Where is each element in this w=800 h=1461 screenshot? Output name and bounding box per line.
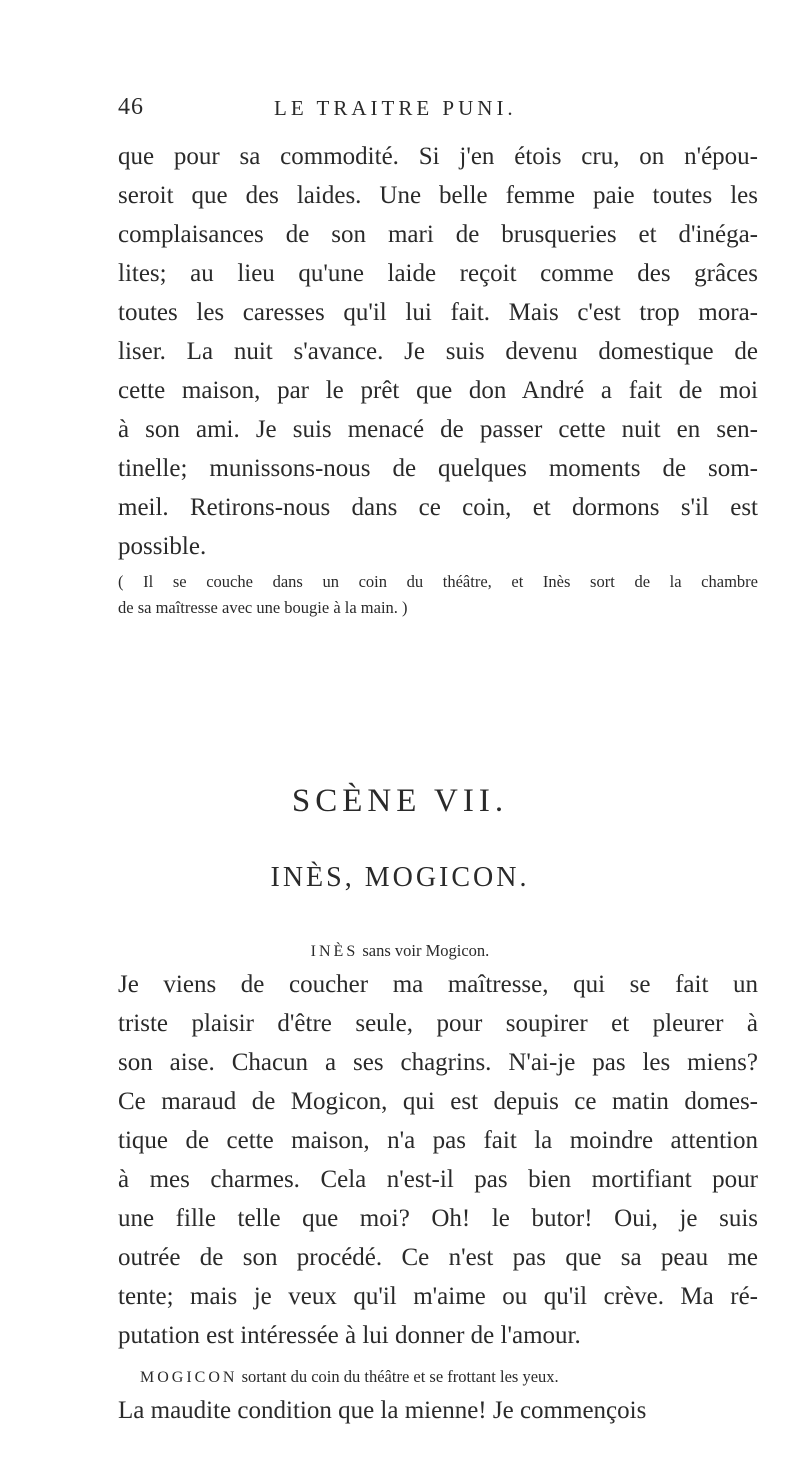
text-line: lites; au lieu qu'une laide reçoit comme des grâces [118, 260, 758, 287]
speech-ines [118, 965, 758, 1355]
stage-direction-line: ( Il se couche dans un coin du théâtre, et Inès sort de la chambre [118, 572, 758, 591]
text-line: son aise. Chacun a ses chagrins. N'ai-je pas les miens? [118, 1049, 758, 1076]
speaker-name: MOGICON [140, 1369, 238, 1386]
speech-mogicon [118, 1391, 758, 1430]
text-line: que pour sa commodité. Si j'en étois cru, on n'épou- [118, 143, 758, 170]
text-line: tinelle; munissons-nous de quelques moments de som- [118, 455, 758, 482]
text-line: La maudite condition que la mienne! Je commençois [118, 1397, 647, 1424]
text-line: tique de cette maison, n'a pas fait la moindre attention [118, 1127, 758, 1154]
text-line: cette maison, par le prêt que don André a fait de moi [118, 377, 758, 404]
text-line: possible. [118, 533, 207, 560]
speech-heading-ines [0, 939, 800, 964]
text-line: une fille telle que moi? Oh! le butor! Oui, je suis [118, 1205, 758, 1232]
text-line: meil. Retirons-nous dans ce coin, et dormons s'il est [118, 494, 758, 521]
text-line: Ce maraud de Mogicon, qui est depuis ce matin domes- [118, 1088, 758, 1115]
text-line: Je viens de coucher ma maîtresse, qui se fait un [118, 971, 758, 998]
stage-direction [118, 569, 758, 621]
page-number: 46 [118, 94, 144, 120]
text-line: putation est intéressée à lui donner de l'amour. [118, 1322, 581, 1349]
text-line: seroit que des laides. Une belle femme paie toutes les [118, 182, 758, 209]
scene-characters: INÈS, MOGICON. [270, 862, 530, 893]
text-line: triste plaisir d'être seule, pour soupirer et pleurer à [118, 1010, 758, 1037]
speaker-name: INÈS [310, 943, 359, 960]
speaker-direction: sans voir Mogicon. [362, 941, 490, 960]
text-line: toutes les caresses qu'il lui fait. Mais c'est trop mora- [118, 299, 758, 326]
text-line: tente; mais je veux qu'il m'aime ou qu'il crève. Ma ré- [118, 1283, 758, 1310]
text-line: complaisances de son mari de brusqueries et d'inéga- [118, 221, 758, 248]
scene-title: SCÈNE VII. [291, 783, 509, 819]
text-line: à son ami. Je suis menacé de passer cette nuit en sen- [118, 416, 758, 443]
speaker-direction: sortant du coin du théâtre et se frottant les yeux. [241, 1367, 559, 1386]
text-line: outrée de son procédé. Ce n'est pas que sa peau me [118, 1244, 758, 1271]
running-title: LE TRAITRE PUNI. [274, 96, 517, 120]
text-line: à mes charmes. Cela n'est-il pas bien mortifiant pour [118, 1166, 758, 1193]
paragraph-mogicon-monologue [118, 137, 758, 566]
stage-direction-line: de sa maîtresse avec une bougie à la main. ) [118, 598, 408, 617]
text-line: liser. La nuit s'avance. Je suis devenu domestique de [118, 338, 758, 365]
speech-heading-mogicon [140, 1365, 780, 1390]
page-header [118, 94, 710, 130]
